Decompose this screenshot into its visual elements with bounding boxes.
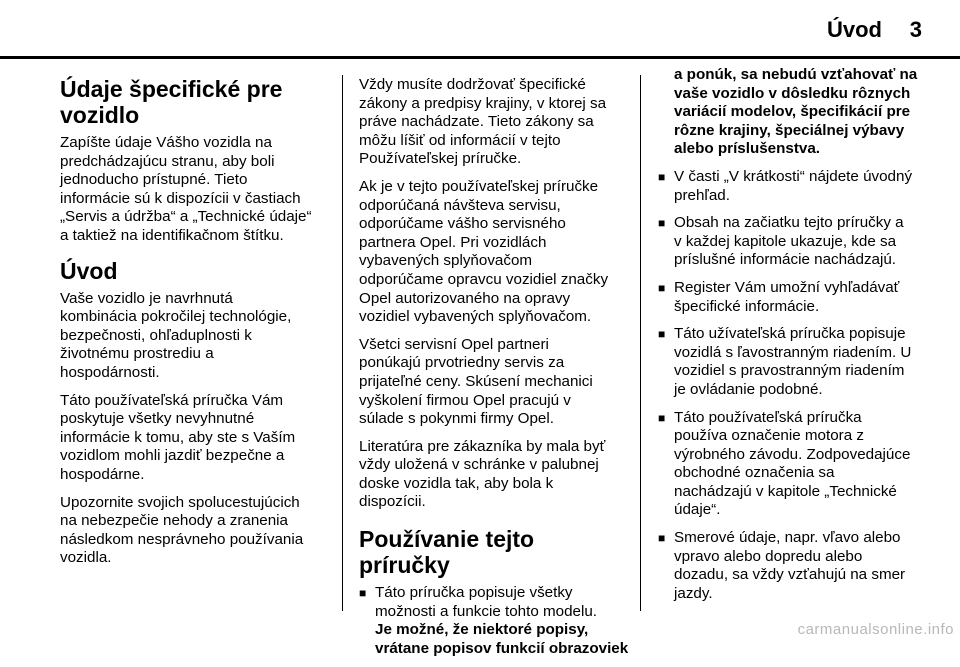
list-item: ■ Smerové údaje, napr. vľavo alebo vpravo alebo dopredu alebo dozadu, sa vždy vzťahujú na smer jazdy. — [658, 529, 906, 602]
column-1 — [60, 76, 332, 577]
bullet-list-2 — [658, 66, 930, 603]
list-item: ■ Táto používateľská príručka používa označenie motora z výrobného závodu. Zodpovedajúce obchodné označenia sa nachádzajú v kapitole „Technické údaje“. — [658, 408, 911, 519]
list-item: ■ Táto užívateľská príručka popisuje vozidlá s ľavostranným riadením. U vozidiel s pravostranným riadením je ovládanie podobné. — [658, 325, 912, 398]
bullet-icon: ■ — [658, 169, 666, 184]
watermark: carmanualsonline.info — [797, 621, 954, 638]
bullet-icon: ■ — [658, 216, 666, 231]
paragraph-intro-1: Vaše vozidlo je navrhnutá kombinácia pokročilej technológie, bezpečnosti, ohľaduplnosti k životnému prostrediu a hospodárnosti. — [60, 289, 292, 381]
section-heading-using-manual: Používanie tejto príručky — [359, 526, 535, 579]
header-title: Úvod — [827, 17, 882, 42]
page-number: 3 — [909, 17, 922, 42]
paragraph-partners: Všetci servisní Opel partneri ponúkajú prvotriedny servis za prijateľné ceny. Skúsení mechanici vyškolení firmou Opel pracujú v súlade s pokynmi firmy Opel. — [359, 335, 593, 428]
column-3 — [658, 66, 930, 612]
list-item: a ponúk, sa nebudú vzťahovať na vaše vozidlo v dôsledku rôznych variácií modelov, špecifikácií pre rôzne krajiny, špeciálnej výbavy alebo príslušenstva. — [674, 66, 918, 158]
list-item: ■ Táto príručka popisuje všetky možnosti a funkcie tohto modelu. Je možné, že niektoré popisy, vrátane popisov funkcií obrazoviek — [359, 584, 629, 657]
column-2 — [359, 76, 631, 667]
paragraph-intro-3: Upozornite svojich spolucestujúcich na nebezpečie nehody a zranenia následkom nesprávneho používania vozidla. — [60, 493, 304, 567]
column-divider-2 — [640, 75, 641, 611]
section-heading-introduction: Úvod — [60, 257, 118, 284]
bullet-icon: ■ — [359, 586, 367, 601]
paragraph-literature: Literatúra pre zákazníka by mala byť vždy uložená v schránke v palubnej doske vozidla tak, aby bola k dispozícii. — [359, 437, 606, 511]
paragraph-intro-2: Táto používateľská príručka Vám poskytuje všetky nevyhnutné informácie k tomu, aby ste s Vaším vozidlom mohli jazdiť bezpečne a hospodárne. — [60, 391, 296, 483]
bullet-icon: ■ — [658, 531, 666, 546]
paragraph-service: Ak je v tejto používateľskej príručke odporúčaná návšteva servisu, odporúčame vášho servisného partnera Opel. Pri vozidlách vybavených splyňovačom odporúčame opravcu vozidiel značky Opel autorizovaného na opravy vozidiel vybavených splyňovačom. — [359, 177, 609, 326]
list-item: ■ V časti „V krátkosti“ nájdete úvodný prehľad. — [658, 167, 913, 204]
page-header — [0, 0, 960, 56]
bullet-list-1 — [359, 584, 631, 658]
list-item: ■ Obsah na začiatku tejto príručky a v každej kapitole ukazuje, kde sa príslušné informácie nachádzajú. — [658, 214, 904, 269]
header-rule — [0, 56, 960, 59]
section-heading-vehicle-data: Údaje špecifické pre vozidlo — [60, 76, 283, 128]
list-item: ■ Register Vám umožní vyhľadávať špecifické informácie. — [658, 278, 900, 315]
bullet-icon: ■ — [658, 327, 666, 342]
bullet-icon: ■ — [658, 410, 666, 425]
paragraph-laws: Vždy musíte dodržovať špecifické zákony a predpisy krajiny, v ktorej sa práve nachádzate. Tieto zákony sa môžu líšiť od informácií v tejto Používateľskej príručke. — [359, 76, 607, 168]
column-divider-1 — [342, 75, 343, 611]
paragraph-vehicle-data: Zapíšte údaje Vášho vozidla na predchádzajúcu stranu, aby boli jednoducho prístupné. Tieto informácie sú k dispozícii v častiach „Servis a údržba“ a „Technické údaje“ a taktiež na identifikačnom štítku. — [60, 134, 312, 244]
bullet-icon: ■ — [658, 280, 666, 295]
